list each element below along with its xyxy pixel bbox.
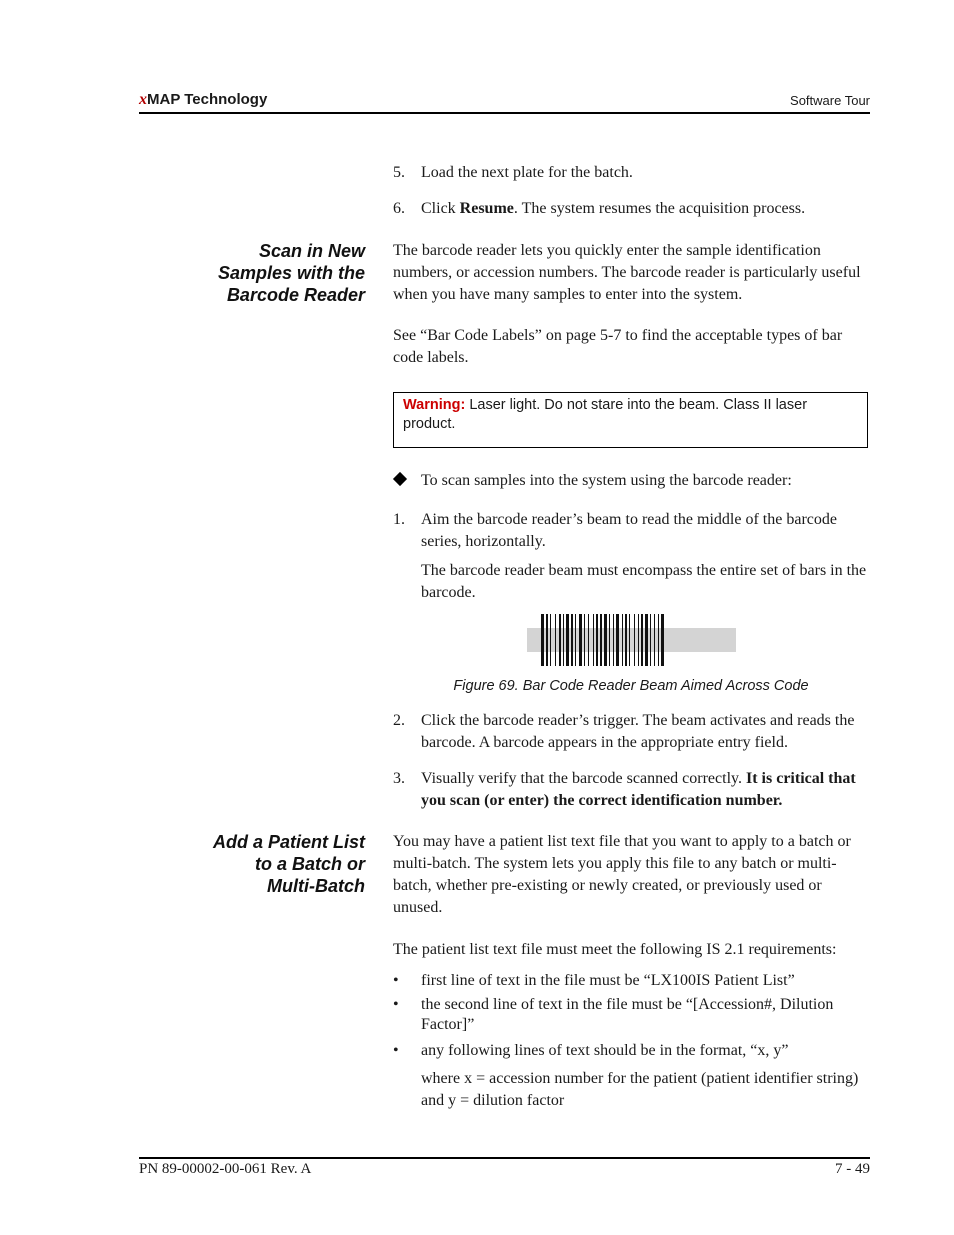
bullet-mark: • [393,996,399,1013]
scan-see-also: See “Bar Code Labels” on page 5-7 to find the acceptable types of bar code labels. [393,327,843,366]
section-heading-scan: Scan in New Samples with the Barcode Reader [217,241,365,305]
barcode-bar [609,614,610,666]
barcode-bar [625,614,627,666]
where-note: where x = accession number for the patient (patient identifier string) and y = dilution factor [421,1070,859,1109]
barcode-bar [546,614,548,666]
step-text: Click the barcode reader’s trigger. The beam activates and reads the barcode. A barcode appears in the appropriate entry field. [421,712,855,751]
barcode-bar [641,614,643,666]
barcode-bar [588,614,589,666]
scan-intro: The barcode reader lets you quickly enter the sample identification numbers, or accession numbers. The barcode reader is particularly useful when you have many samples to enter into the system. [393,242,861,303]
requirement-bullet-1 [393,970,869,992]
step-number: 1. [393,511,405,528]
step-6 [393,198,873,220]
critical-note: It is critical that you scan (or enter) the correct identification number. [421,770,856,809]
barcode-bar [579,614,582,666]
bullet-text: any following lines of text should be in the format, “x, y” [421,1042,789,1059]
barcode-bar [559,614,561,666]
requirement-bullet-2 [393,995,869,1035]
barcode-bar [571,614,573,666]
step-1-note: The barcode reader beam must encompass the entire set of bars in the barcode. [421,562,867,601]
step-text: Visually verify that the barcode scanned correctly. It is critical that you scan (or enter) the correct identification number. [421,770,856,809]
header-rule [139,112,870,114]
barcode-bar [616,614,619,666]
scanner-beam [527,628,736,652]
barcode-bar [638,614,639,666]
procedure-title: To scan samples into the system using the barcode reader: [421,472,792,489]
barcode-bar [622,614,623,666]
barcode-bar [575,614,576,666]
step-number: 3. [393,770,405,787]
barcode-bar [563,614,564,666]
step-number: 5. [393,164,405,181]
barcode-bar [604,614,607,666]
barcode-bar [566,614,569,666]
barcode-bar [541,614,544,666]
barcode-bar [596,614,598,666]
warning-label: Warning: [403,397,466,413]
scan-step-2 [393,710,871,754]
brand-rest: MAP Technology [147,91,268,108]
barcode-bar [645,614,648,666]
barcode-figure [527,612,736,668]
running-header-title [139,91,267,109]
figure-caption: Figure 69. Bar Code Reader Beam Aimed Across Code [453,678,809,694]
step-text: Click Resume. The system resumes the acquisition process. [421,200,806,217]
bullet-mark: • [393,1042,399,1059]
step-5 [393,162,873,184]
procedure-diamond-icon [393,472,407,486]
bullet-text: the second line of text in the file must be “[Accession#, Dilution Factor]” [421,996,834,1033]
step-number: 6. [393,200,405,217]
part-number: PN 89-00002-00-061 Rev. A [139,1161,312,1177]
barcode-bar [550,614,551,666]
warning-text: Laser light. Do not stare into the beam. Class II laser product. [403,397,808,432]
barcode-bar [654,614,655,666]
barcode-bar [555,614,556,666]
step-number: 2. [393,712,405,729]
barcode-bar [600,614,602,666]
brand-x: x [139,91,147,108]
barcode-bar [584,614,585,666]
running-header-section: Software Tour [790,93,870,108]
step-text: Aim the barcode reader’s beam to read the middle of the barcode series, horizontally. [421,511,837,550]
bullet-text: first line of text in the file must be “LX100IS Patient List” [421,972,795,989]
scan-step-1 [393,509,871,553]
requirement-bullet-3 [393,1040,869,1062]
resume-term: Resume [459,200,514,217]
warning-box [393,392,868,448]
barcode-bar [634,614,635,666]
bullet-mark: • [393,972,399,989]
barcode-bar [593,614,594,666]
scan-step-3 [393,768,871,812]
barcode-bar [629,614,630,666]
barcode-bar [658,614,659,666]
section-heading-patient-list: Add a Patient List to a Batch or Multi-Batch [212,832,365,896]
step-text: Load the next plate for the batch. [421,164,633,181]
page-number: 7 - 49 [835,1161,870,1177]
barcode-bar [613,614,614,666]
barcode-bar [650,614,651,666]
patient-intro: You may have a patient list text file that you want to apply to a batch or multi-batch. The system lets you apply this file to any batch or multi-batch, whether pre-existing or newly created, or previously used or unused. [393,833,851,916]
footer-rule [139,1157,870,1159]
requirements-intro: The patient list text file must meet the following IS 2.1 requirements: [393,941,837,958]
barcode-bar [661,614,664,666]
